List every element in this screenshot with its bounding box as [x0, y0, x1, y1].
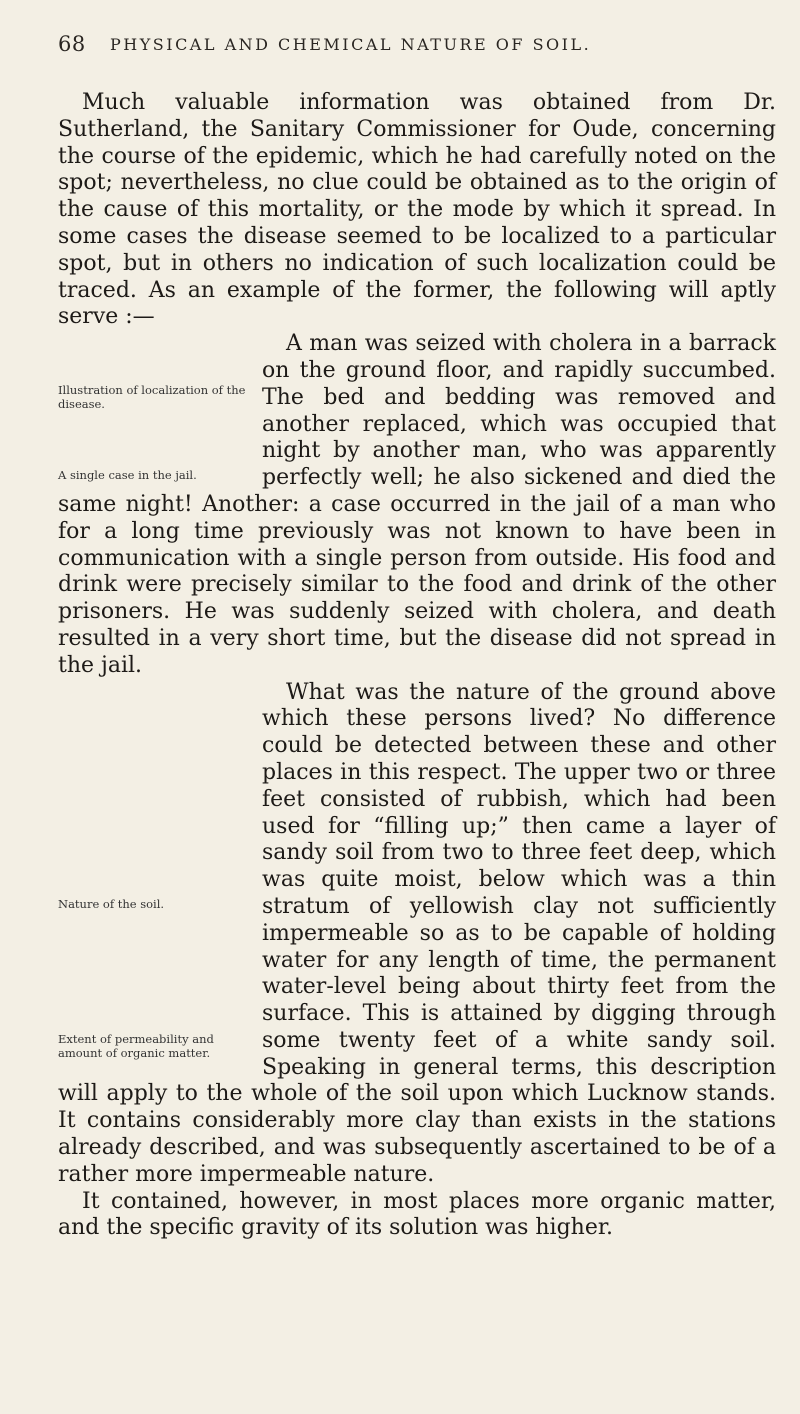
paragraph-3	[58, 680, 776, 1189]
margin-note-jail: A single case in the jail.	[58, 468, 197, 483]
body-text	[58, 90, 776, 1242]
paragraph-2	[58, 331, 776, 679]
paragraph-3-text: What was the nature of the ground above which these persons lived? No difference could be detected between these and other places in this respect. The upper two or three feet consisted of rubbish, which had been used for “filling up;” then came a layer of sandy soil from two to three feet deep, which was quite moist, below which was a thin stratum of yellowish clay not sufficiently impermeable so as to be capable of holding water for any length of time, the permanent water-level being about thirty feet from the surface. This is attained by digging through some twenty feet of a white sandy soil. Speaking in general terms, this description will apply to the whole of the soil upon which Lucknow stands. It contains considerably more clay than exists in the stations already described, and was subsequently ascertained to be of a rather more impermeable nature.	[58, 679, 776, 1187]
margin-note-permeability: Extent of permeability and amount of organic matter.	[58, 1032, 214, 1060]
paragraph-1: Much valuable information was obtained from Dr. Sutherland, the Sanitary Commissioner for Oude, concerning the course of the epidemic, which he had carefully noted on the spot; nevertheless, no clue could be obtained as to the origin of the cause of this mortality, or the mode by which it spread. In some cases the disease seemed to be localized to a particular spot, but in others no indication of such localization could be traced. As an example of the former, the following will aptly serve :—	[58, 90, 776, 330]
running-title: PHYSICAL AND CHEMICAL NATURE OF SOIL.	[110, 35, 592, 54]
margin-note-soil: Nature of the soil.	[58, 896, 165, 911]
margin-note-localization: Illustration of localization of the disease.	[58, 383, 246, 411]
paragraph-4: It contained, however, in most places more organic matter, and the specific gravity of its solution was higher.	[58, 1188, 776, 1241]
page-number: 68	[58, 32, 86, 56]
running-head	[58, 32, 788, 60]
paragraph-2-text: A man was seized with cholera in a barrack on the ground floor, and rapidly succumbed. The bed and bedding was removed and another replaced, which was occupied that night by another man, who was apparently perfectly well; he also sickened and died the same night! Another: a case occurred in the jail of a man who for a long time previously was not known to have been in communication with a single person from outside. His food and drink were precisely similar to the food and drink of the other prisoners. He was suddenly seized with cholera, and death resulted in a very short time, but the disease did not spread in the jail.	[58, 331, 776, 678]
